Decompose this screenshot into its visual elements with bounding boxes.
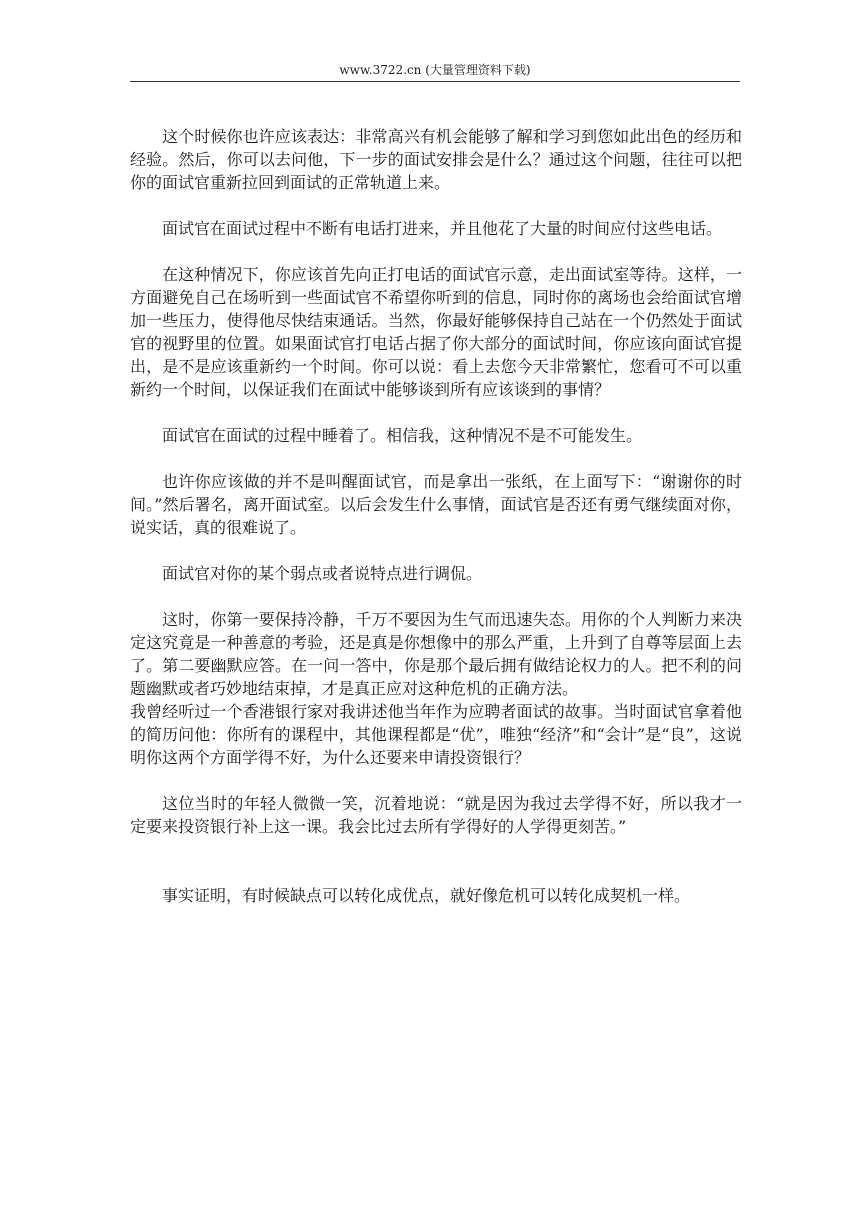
paragraph: 面试官对你的某个弱点或者说特点进行调侃。 bbox=[162, 564, 483, 583]
page-header: www.3722.cn (大量管理资料下载) bbox=[339, 63, 531, 77]
paragraph: 面试官在面试的过程中睡着了。相信我，这种情况不是不可能发生。 bbox=[162, 426, 643, 445]
document-body bbox=[130, 125, 742, 930]
header-divider bbox=[130, 81, 740, 82]
paragraph: 这个时候你也许应该表达：非常高兴有机会能够了解和学习到您如此出色的经历和经验。然后，你可以去问他，下一步的面试安排会是什么？通过这个问题，往往可以把你的面试官重新拉回到面试的正常轨道上来。 bbox=[130, 127, 742, 192]
paragraph: 这时，你第一要保持冷静，千万不要因为生气而迅速失态。用你的个人判断力来决定这究竟是一种善意的考验，还是真是你想像中的那么严重，上升到了自尊等层面上去了。第二要幽默应答。在一问一答中，你是那个最后拥有做结论权力的人。把不利的问题幽默或者巧妙地结束掉，才是真正应对这种危机的正确方法。 bbox=[130, 610, 742, 698]
paragraph: 面试官在面试过程中不断有电话打进来，并且他花了大量的时间应付这些电话。 bbox=[162, 219, 723, 238]
paragraph: 在这种情况下，你应该首先向正打电话的面试官示意，走出面试室等待。这样，一方面避免自己在场听到一些面试官不希望你听到的信息，同时你的离场也会给面试官增加一些压力，使得他尽快结束通话。当然，你最好能够保持自己站在一个仍然处于面试官的视野里的位置。如果面试官打电话占据了你大部分的面试时间，你应该向面试官提出，是不是应该重新约一个时间。你可以说：看上去您今天非常繁忙，您看可不可以重新约一个时间，以保证我们在面试中能够谈到所有应该谈到的事情？ bbox=[130, 265, 742, 399]
paragraph: 也许你应该做的并不是叫醒面试官，而是拿出一张纸，在上面写下：“谢谢你的时间。”然后署名，离开面试室。以后会发生什么事情，面试官是否还有勇气继续面对你，说实话，真的很难说了。 bbox=[130, 472, 742, 537]
paragraph: 事实证明，有时候缺点可以转化成优点，就好像危机可以转化成契机一样。 bbox=[162, 886, 691, 905]
paragraph: 我曾经听过一个香港银行家对我讲述他当年作为应聘者面试的故事。当时面试官拿着他的简历问他：你所有的课程中，其他课程都是“优”，唯独“经济”和“会计”是“良”，这说明你这两个方面学得不好，为什么还要来申请投资银行？ bbox=[130, 702, 742, 767]
paragraph: 这位当时的年轻人微微一笑，沉着地说：“就是因为我过去学得不好，所以我才一定要来投资银行补上这一课。我会比过去所有学得好的人学得更刻苦。” bbox=[130, 794, 742, 836]
